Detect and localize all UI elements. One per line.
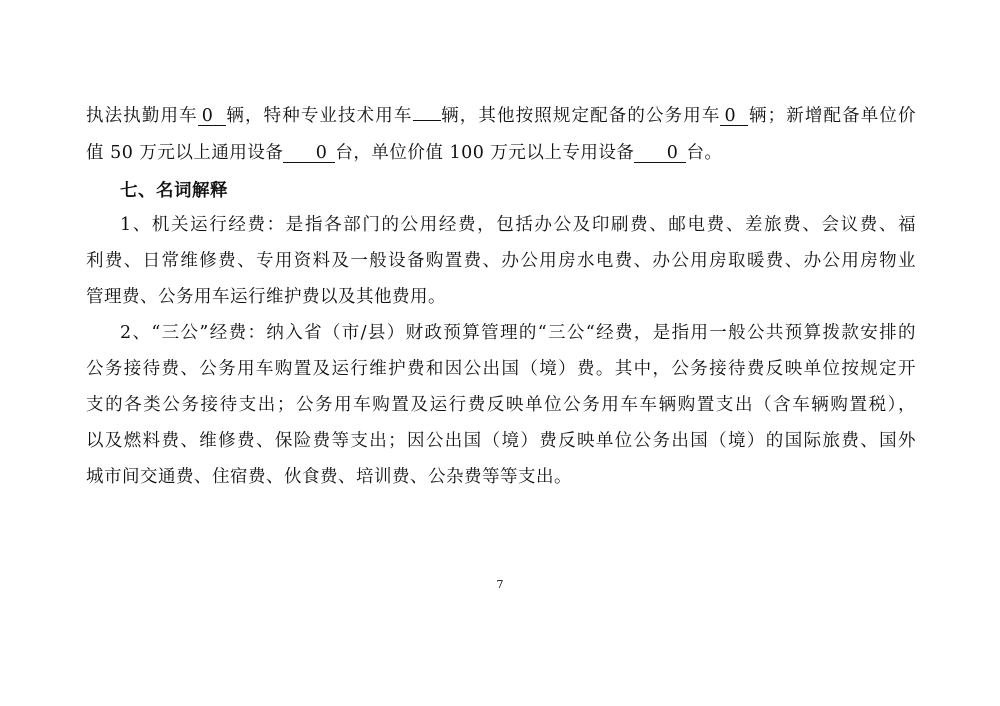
section-heading: 七、名词解释 (120, 181, 228, 201)
term2-line-3: 支的各类公务接待支出；公务用车购置及运行费反映单位公务用车车辆购置支出（含车辆购置税）， (86, 395, 916, 415)
text-segment: 台。 (686, 143, 723, 163)
term1-line-2: 利费、日常维修费、专用资料及一般设备购置费、办公用房水电费、办公用房取暖费、办公用房物业 (86, 251, 916, 271)
text-segment: 辆，其他按照规定配备的公务用车 (440, 106, 721, 126)
underlined-value: 0 (198, 107, 226, 126)
term2-line-5: 城市间交通费、住宿费、伙食费、培训费、公杂费等等支出。 (86, 467, 572, 487)
text-segment: 辆，特种专业技术用车 (225, 106, 413, 126)
underlined-value: 0 (634, 144, 686, 163)
term2-line-2: 公务接待费、公务用车购置及运行维护费和因公出国（境）费。其中，公务接待费反映单位按规定开 (86, 359, 916, 379)
text-segment: 辆；新增配备单位价 (748, 106, 917, 126)
text-segment: 值 50 万元以上通用设备 (86, 143, 284, 163)
vehicles-line-2 (86, 142, 916, 164)
underlined-value (413, 120, 441, 121)
term2-line-4: 以及燃料费、维修费、保险费等支出；因公出国（境）费反映单位公务出国（境）的国际旅费、国外 (86, 431, 916, 451)
underlined-value: 0 (720, 107, 748, 126)
text-segment: 台，单位价值 100 万元以上专用设备 (335, 143, 635, 163)
underlined-value: 0 (283, 144, 335, 163)
text-segment: 执法执勤用车 (86, 106, 198, 126)
vehicles-line-1 (86, 105, 916, 127)
term1-line-1: 1、机关运行经费：是指各部门的公用经费，包括办公及印刷费、邮电费、差旅费、会议费、福 (120, 215, 916, 235)
term1-line-3: 管理费、公务用车运行维护费以及其他费用。 (86, 287, 446, 307)
page-number: 7 (496, 578, 504, 591)
term2-line-1: 2、“三公”经费：纳入省（市/县）财政预算管理的“三公“经费，是指用一般公共预算拨款安排的 (120, 323, 916, 343)
